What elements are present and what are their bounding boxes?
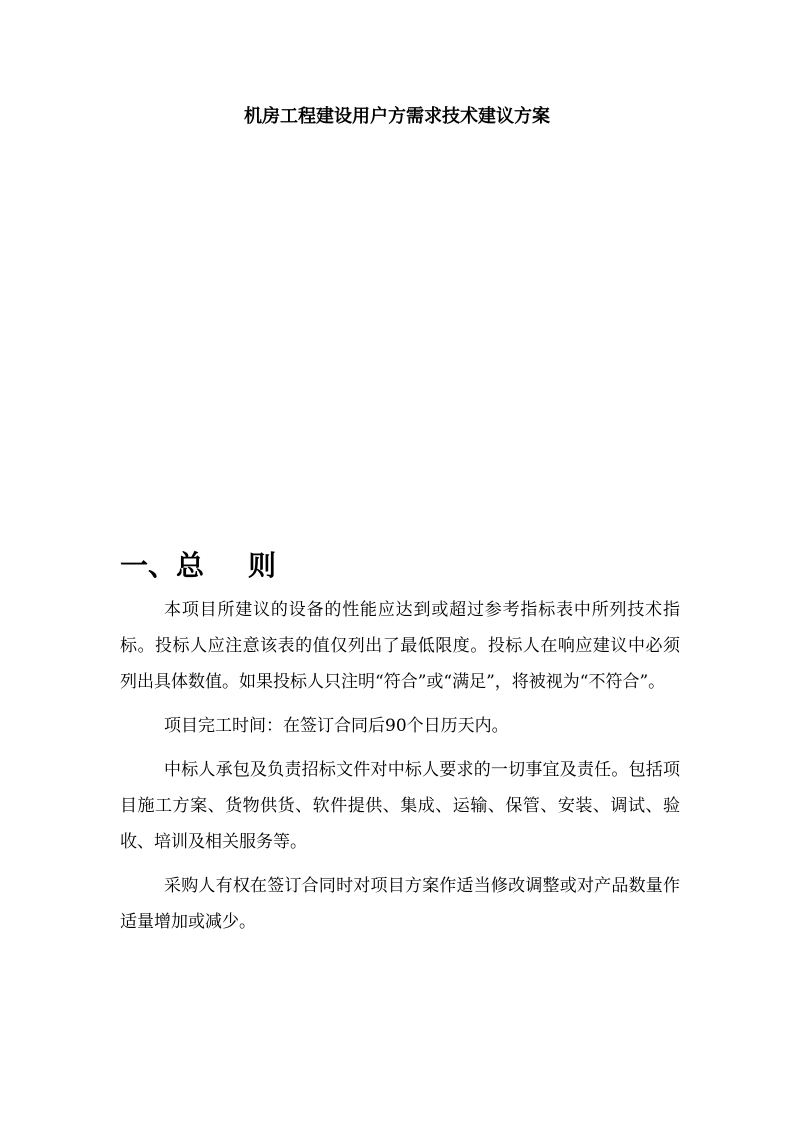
section-number: 一、 [120,549,177,582]
paragraph: 本项目所建议的设备的性能应达到或超过参考指标表中所列技术指标。投标人应注意该表的值仅列出了最低限度。投标人在响应建议中必须列出具体数值。如果投标人只注明“符合”或“满足”，将被视为“不符合”。 [120,600,680,692]
paragraph: 项目完工时间：在签订合同后90个日历天内。 [164,716,509,736]
paragraph: 采购人有权在签订合同时对项目方案作适当修改调整或对产品数量作适量增加或减少。 [120,876,680,932]
section-heading [120,548,276,584]
document-title: 机房工程建设用户方需求技术建议方案 [244,106,550,127]
section-title-part2: 则 [248,549,277,582]
paragraph: 中标人承包及负责招标文件对中标人要求的一切事宜及责任。包括项目施工方案、货物供货、软件提供、集成、运输、保管、安装、调试、验收、培训及相关服务等。 [120,760,680,852]
section-body [120,592,680,940]
section-title-part1: 总 [176,549,205,582]
